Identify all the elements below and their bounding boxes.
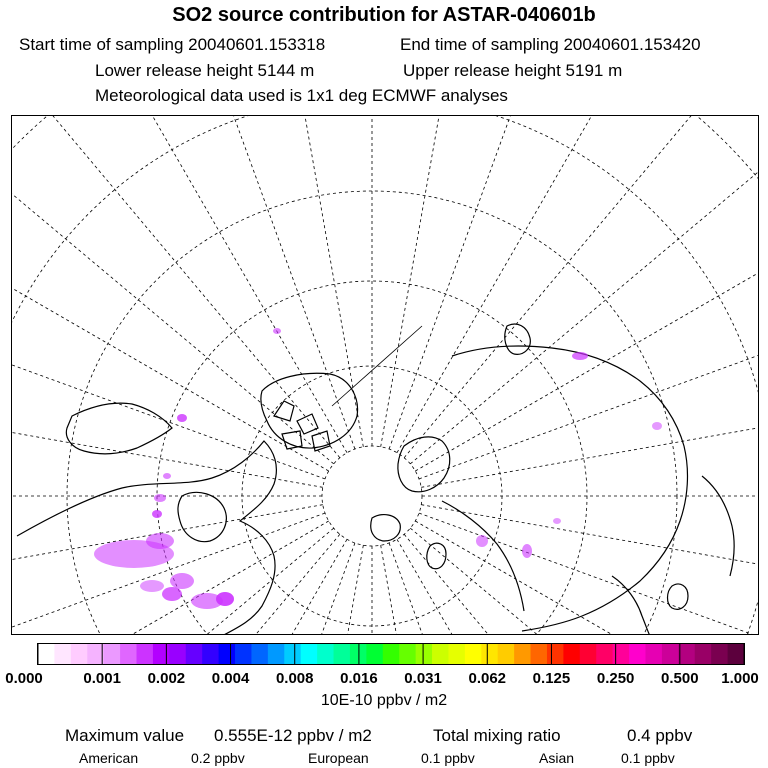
so2-plume: [94, 328, 662, 609]
colorbar-swatch: [87, 644, 104, 664]
colorbar-swatch: [432, 644, 449, 664]
plume-patch: [170, 573, 194, 589]
plot-title: SO2 source contribution for ASTAR-040601b: [172, 4, 596, 26]
hudson-bay: [178, 492, 226, 541]
colorbar-swatch: [317, 644, 334, 664]
longitude-line: [216, 545, 364, 635]
colorbar-swatch: [137, 644, 154, 664]
longitude-line: [415, 116, 759, 471]
plume-patch: [154, 494, 166, 502]
american-value: 0.2 ppbv: [191, 750, 245, 766]
plume-patch: [177, 414, 187, 422]
polar-map: [11, 115, 759, 635]
longitude-line: [410, 116, 759, 464]
colorbar-swatch: [498, 644, 515, 664]
start-time-label: Start time of sampling 20040601.153318: [19, 35, 326, 54]
longitude-line: [12, 116, 334, 464]
colorbar-swatch: [399, 644, 416, 664]
colorbar-swatch: [580, 644, 597, 664]
colorbar-tick-label: 0.002: [147, 670, 186, 687]
colorbar-tick-label: 0.250: [596, 670, 635, 687]
colorbar-tick-label: 0.004: [211, 670, 250, 687]
longitude-line: [410, 528, 759, 635]
colorbar-swatch: [334, 644, 351, 664]
asian-label: Asian: [539, 750, 575, 766]
colorbar-swatch: [383, 644, 400, 664]
plume-patch: [572, 352, 588, 360]
colorbar-swatch: [514, 644, 531, 664]
longitude-line: [421, 505, 759, 635]
colorbar-swatch: [662, 644, 679, 664]
longitude-line: [397, 539, 759, 635]
colorbar-swatch: [202, 644, 219, 664]
longitude-line: [421, 340, 759, 488]
colorbar-swatch: [219, 644, 236, 664]
total-mixing-value: 0.4 ppbv: [627, 726, 693, 745]
colorbar-swatch: [301, 644, 318, 664]
colorbar-swatch: [531, 644, 548, 664]
longitude-line: [12, 513, 325, 635]
colorbar-tick-label: 0.001: [83, 670, 121, 687]
colorbar-swatch: [678, 644, 695, 664]
colorbar-swatch: [547, 644, 564, 664]
colorbar-tick-label: 0.062: [468, 670, 507, 687]
plume-patch: [163, 473, 171, 479]
longitude-line: [389, 116, 680, 449]
plume-patch: [553, 518, 561, 524]
colorbar-swatch: [71, 644, 88, 664]
colorbar-swatch: [268, 644, 285, 664]
map-canvas: [12, 116, 759, 635]
north-america-coast: [17, 441, 276, 635]
colorbar-swatch: [563, 644, 580, 664]
plume-patch: [652, 422, 662, 430]
colorbar-swatch: [251, 644, 268, 664]
colorbar-tick-label: 0.125: [532, 670, 571, 687]
longitude-line: [397, 116, 759, 453]
american-label: American: [79, 750, 139, 766]
greenland-coast: [261, 373, 358, 448]
end-time-label: End time of sampling 20040601.153420: [400, 35, 701, 54]
european-value: 0.1 ppbv: [421, 750, 475, 766]
colorbar-tick-label: 0.500: [661, 670, 699, 687]
colorbar-unit: 10E-10 ppbv / m2: [320, 692, 448, 709]
colorbar-swatch: [448, 644, 465, 664]
japan-coast: [668, 584, 689, 609]
longitude-line: [12, 505, 323, 635]
longitude-line: [12, 116, 340, 458]
coastlines: [17, 324, 734, 635]
total-mixing-label: Total mixing ratio: [433, 726, 561, 745]
max-value: 0.555E-12 ppbv / m2: [214, 726, 372, 745]
longitude-line: [419, 513, 759, 635]
colorbar-tick-label: 0.008: [275, 670, 314, 687]
colorbar-swatch: [38, 644, 55, 664]
colorbar-swatch: [629, 644, 646, 664]
colorbar-swatch: [284, 644, 301, 664]
plume-patch: [522, 544, 532, 558]
colorbar-tick-label: 0.016: [340, 670, 378, 687]
latitude-circle: [157, 281, 587, 635]
novaya-zemlya: [505, 324, 531, 354]
alaska-coast: [66, 403, 172, 454]
colorbar-swatch: [695, 644, 712, 664]
max-value-label: Maximum value: [65, 726, 185, 745]
colorbar-swatch: [235, 644, 252, 664]
scandinavia-coast: [398, 437, 450, 492]
iceland-coast: [371, 515, 401, 541]
colorbar-swatch: [481, 644, 498, 664]
colorbar-swatch: [153, 644, 170, 664]
plume-patch: [162, 587, 182, 601]
plume-patch: [476, 535, 488, 547]
colorbar-swatch: [465, 644, 482, 664]
polar-diagonal: [332, 326, 422, 406]
plume-patch: [152, 510, 162, 518]
asia-east-coast: [612, 476, 734, 635]
plume-patch: [273, 328, 281, 334]
colorbar-tick-label: 0.000: [5, 670, 43, 687]
colorbar-swatch: [366, 644, 383, 664]
colorbar-swatch: [120, 644, 137, 664]
longitude-line: [12, 116, 347, 453]
colorbar-swatch: [169, 644, 186, 664]
upper-release-label: Upper release height 5191 m: [403, 61, 623, 80]
eurasia-coast: [442, 346, 687, 631]
colorbar-swatch: [596, 644, 613, 664]
colorbar-swatches: [38, 644, 744, 664]
plume-patch: [146, 533, 174, 549]
colorbar-swatch: [645, 644, 662, 664]
colorbar-swatch: [728, 644, 744, 664]
met-data-label: Meteorological data used is 1x1 deg ECMWF analyses: [95, 86, 508, 105]
colorbar-tick-label: 1.000: [721, 670, 759, 687]
longitude-line: [389, 543, 680, 635]
colorbar-swatch: [416, 644, 433, 664]
colorbar-tick-label: 0.031: [404, 670, 442, 687]
colorbar-swatch: [104, 644, 121, 664]
longitude-line: [404, 116, 759, 458]
colorbar-swatch: [711, 644, 728, 664]
colorbar-swatch: [54, 644, 71, 664]
plume-patch: [216, 592, 234, 606]
longitude-line: [404, 534, 759, 635]
longitude-line: [64, 116, 355, 449]
european-label: European: [308, 750, 369, 766]
colorbar: [37, 643, 745, 665]
longitude-line: [419, 188, 759, 479]
lower-release-label: Lower release height 5144 m: [95, 61, 315, 80]
plume-patch: [140, 580, 164, 592]
asian-value: 0.1 ppbv: [621, 750, 675, 766]
colorbar-swatch: [186, 644, 203, 664]
